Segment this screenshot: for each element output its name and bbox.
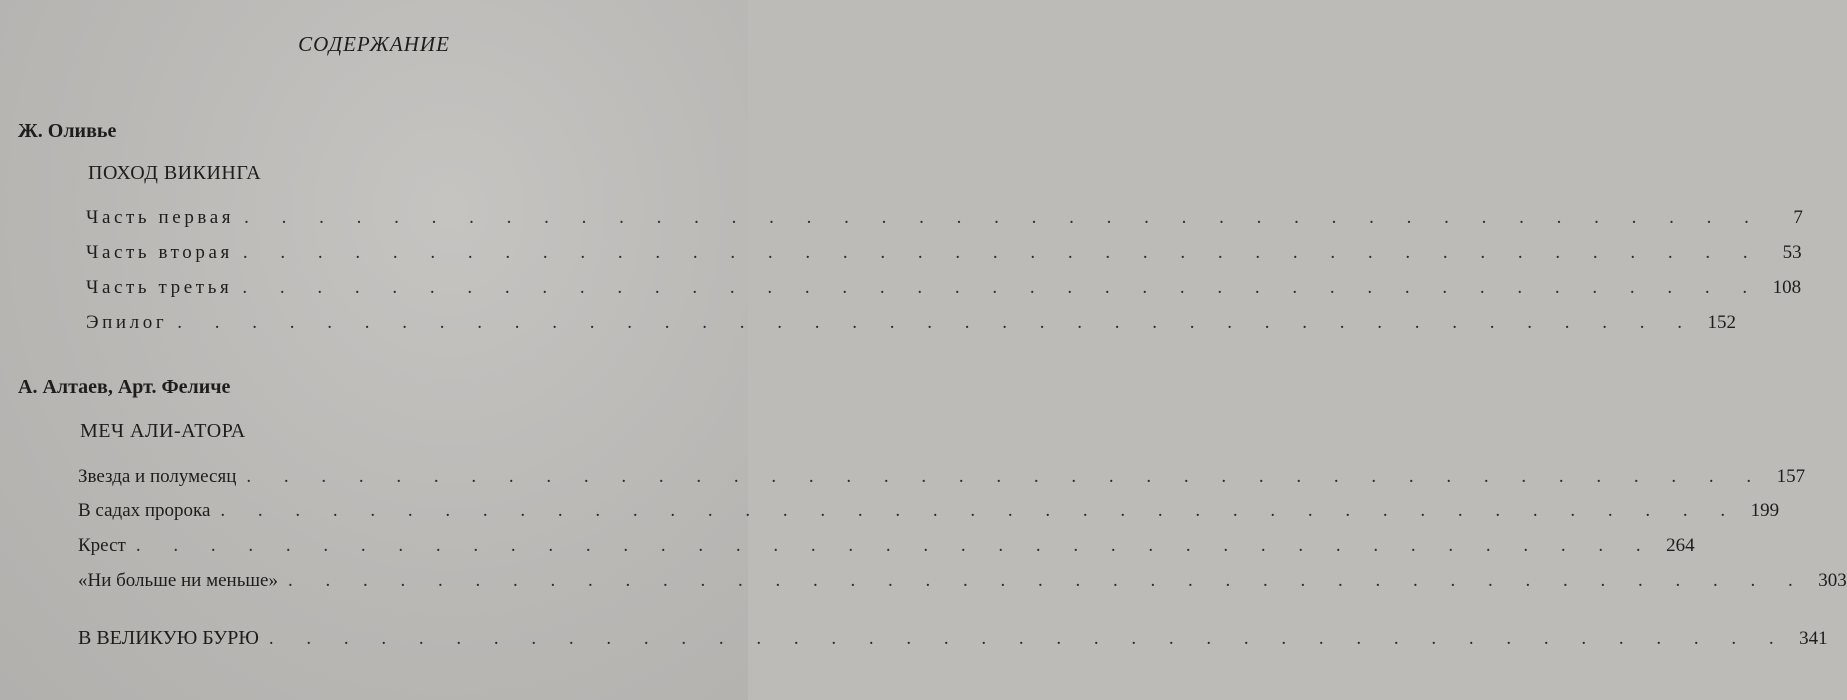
dot-leader: . . . . . . . . . . . . . . . . . . . . . . . . . . . . . . . . . . . . . . . . . [242,242,1762,263]
toc-entry [86,312,1737,342]
toc-entry [86,207,1803,237]
dot-leader: . . . . . . . . . . . . . . . . . . . . . . . . . . . . . . . . . . . . . . . . . [135,535,1655,556]
toc-entry-label: «Ни больше ни меньше» [78,570,278,591]
toc-entry-label: Часть вторая [86,242,233,263]
toc-entry [86,277,1802,307]
work-title: ПОХОД ВИКИНГА [88,162,262,184]
toc-entry [78,535,1695,565]
toc-page-number: 53 [1782,242,1802,263]
dot-leader: . . . . . . . . . . . . . . . . . . . . . . . . . . . . . . . . . . . . . . . . . [268,628,1788,649]
toc-entry [86,242,1802,272]
page-heading: СОДЕРЖАНИЕ [298,32,450,56]
toc-page-number: 152 [1707,312,1737,333]
work-title: В ВЕЛИКУЮ БУРЮ [78,627,259,649]
toc-entry-label: Крест [78,535,126,556]
dot-leader: . . . . . . . . . . . . . . . . . . . . . . . . . . . . . . . . . . . . . . . . . [244,207,1763,228]
toc-page-number: 157 [1776,466,1806,487]
dot-leader: . . . . . . . . . . . . . . . . . . . . . . . . . . . . . . . . . . . . . . . . . [246,466,1766,487]
toc-entry [78,466,1806,496]
toc-entry-label: Часть третья [86,277,233,298]
work-title: МЕЧ АЛИ-АТОРА [80,420,246,442]
toc-entry-label: В садах пророка [78,500,211,521]
toc-page-number: 108 [1772,277,1802,298]
toc-page-number: 7 [1793,207,1803,228]
toc-page-number: 303 [1818,570,1847,591]
toc-entry [78,500,1780,530]
dot-leader: . . . . . . . . . . . . . . . . . . . . . . . . . . . . . . . . . . . . . . . . . [287,570,1807,591]
toc-entry-label: Звезда и полумесяц [78,466,237,487]
author-name: А. Алтаев, Арт. Феличе [18,376,231,398]
dot-leader: . . . . . . . . . . . . . . . . . . . . . . . . . . . . . . . . . . . . . . . . . [220,500,1740,521]
dot-leader: . . . . . . . . . . . . . . . . . . . . . . . . . . . . . . . . . . . . . . . . . [177,312,1697,333]
toc-page-number: 341 [1799,628,1828,649]
toc-page-number: 199 [1750,500,1780,521]
toc-entry [78,570,1847,600]
toc-entry-label: Часть первая [86,207,235,228]
dot-leader: . . . . . . . . . . . . . . . . . . . . . . . . . . . . . . . . . . . . . . . . . [242,277,1762,298]
author-name: Ж. Оливье [18,120,117,142]
toc-entry-label: Эпилог [86,312,168,333]
toc-page-number: 264 [1666,535,1695,556]
toc-entry [78,627,1828,657]
